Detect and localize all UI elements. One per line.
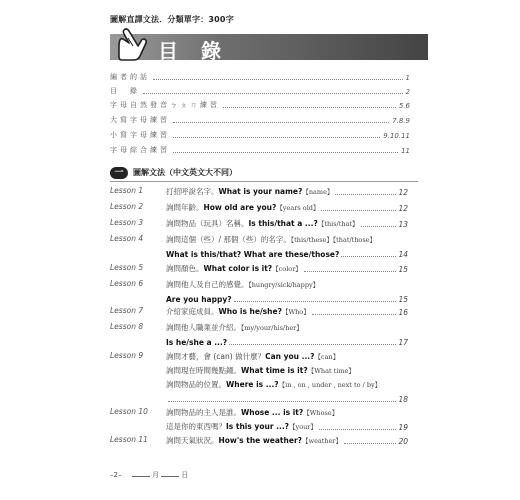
lesson-english: Who is he/she? <box>218 307 282 316</box>
lesson-chinese: 詢問物品（玩具）名稱。 <box>166 219 249 228</box>
page-number: 7.8.9 <box>392 117 410 125</box>
lesson-text <box>166 186 333 197</box>
page-number: 5.6 <box>398 102 410 110</box>
lesson-keyword: 【name】 <box>302 188 334 196</box>
page-number: 11 <box>401 147 410 155</box>
lesson-english: What color is it? <box>203 264 273 273</box>
lesson-label: Lesson 2 <box>110 202 144 211</box>
dot-leader <box>335 194 396 195</box>
lesson-line <box>166 279 408 290</box>
lesson-chinese: 詢問物品的位置。 <box>166 380 226 389</box>
front-matter-row <box>110 84 410 96</box>
lesson-line <box>166 248 408 259</box>
page-number: 9.10.11 <box>383 132 410 140</box>
dot-leader <box>319 429 397 430</box>
lesson-chinese: 介紹家庭成員。 <box>166 307 219 316</box>
front-matter-label: 編者的話 <box>110 73 150 81</box>
lesson-label: Lesson 6 <box>110 279 144 288</box>
page-number: 19 <box>398 423 408 432</box>
lesson-line <box>166 351 408 362</box>
front-matter-row <box>110 98 410 110</box>
dot-leader <box>173 122 389 123</box>
dot-leader <box>173 152 398 153</box>
lesson-line <box>166 218 408 229</box>
lesson-label: Lesson 7 <box>110 306 144 315</box>
lesson-keyword: 【this/that】 <box>317 220 359 228</box>
lesson-line <box>166 263 408 274</box>
lesson-line <box>166 393 408 404</box>
lesson-label: Lesson 1 <box>110 186 144 195</box>
lesson-text <box>166 351 339 362</box>
front-matter-label: 字母綜合練習 <box>110 146 170 154</box>
lesson-label: Lesson 8 <box>110 322 144 331</box>
lesson-line <box>166 186 408 197</box>
lesson-chinese: 詢問他人及自己的感覺。 <box>166 280 249 289</box>
dot-leader <box>341 256 396 257</box>
dot-leader <box>304 271 397 272</box>
dot-leader <box>361 226 397 227</box>
lesson-label: Lesson 3 <box>110 218 144 227</box>
lesson-english: Can you ...? <box>265 352 315 361</box>
pointing-hand-icon <box>116 26 150 62</box>
dot-leader <box>344 443 396 444</box>
footer-page-number: –2– <box>110 471 122 479</box>
lesson-line <box>166 379 408 390</box>
dot-leader <box>173 137 380 138</box>
lesson-line <box>166 365 408 376</box>
lesson-keyword: 【this/these】【that/those】 <box>290 236 377 244</box>
page-number: 16 <box>398 308 408 317</box>
dot-leader <box>168 401 396 402</box>
lesson-text <box>166 218 359 229</box>
section-divider <box>110 181 418 182</box>
lesson-chinese: 詢問物品的主人是誰。 <box>166 408 241 417</box>
lesson-english: What time is it? <box>241 366 308 375</box>
book-title: 圖解直譯文法．分類單字：300字 <box>110 15 234 24</box>
page-number: 20 <box>398 437 408 446</box>
front-matter-label: 字母自然發音ㄅㄆㄇ練習 <box>110 101 220 109</box>
lesson-english: How old are you? <box>203 203 277 212</box>
lesson-english: Is this/that a ...? <box>248 219 318 228</box>
page-number: 15 <box>398 295 408 304</box>
front-matter-label: 大寫字母練習 <box>110 116 170 124</box>
lesson-english: What is your name? <box>218 187 303 196</box>
page-number: 15 <box>398 265 408 274</box>
lesson-text <box>166 338 227 347</box>
lesson-line <box>166 306 408 317</box>
page-number: 12 <box>398 204 408 213</box>
lesson-label: Lesson 9 <box>110 351 144 360</box>
lesson-english: What is this/that? What are these/those? <box>166 250 340 259</box>
lesson-keyword: 【What time】 <box>307 367 355 375</box>
dot-leader <box>234 301 397 302</box>
lesson-english: Where is ...? <box>226 380 279 389</box>
lesson-text <box>166 322 303 333</box>
lesson-line <box>166 407 408 418</box>
page-number: 12 <box>398 188 408 197</box>
lesson-chinese: 詢問天氣狀況。 <box>166 436 219 445</box>
lesson-chinese: 這是你的東西嗎？ <box>166 422 226 431</box>
lesson-line <box>166 435 408 446</box>
lesson-keyword: 【your】 <box>289 423 317 431</box>
lesson-keyword: 【hungry/sick/happy】 <box>248 281 320 289</box>
front-matter-row <box>110 70 410 82</box>
lesson-text <box>166 250 339 259</box>
dot-leader <box>143 93 403 94</box>
lesson-line <box>166 293 408 304</box>
lesson-chinese: 詢問現在時間幾點鐘。 <box>166 366 241 375</box>
lesson-keyword: 【Whose】 <box>303 409 339 417</box>
lesson-label: Lesson 5 <box>110 263 144 272</box>
lesson-line <box>166 202 408 213</box>
lesson-chinese: 詢問才藝，會 (can) 做什麼？ <box>166 352 266 361</box>
front-matter-row <box>110 143 410 155</box>
front-matter-label: 目 錄 <box>110 87 140 95</box>
dot-leader <box>321 210 396 211</box>
page-number: 14 <box>398 250 408 259</box>
lesson-text <box>166 435 342 446</box>
lesson-english: How's the weather? <box>218 436 302 445</box>
lesson-chinese: 打招呼說名字。 <box>166 187 219 196</box>
lesson-text <box>166 279 319 290</box>
lesson-text <box>166 234 376 245</box>
lesson-label: Lesson 11 <box>110 435 148 444</box>
footer-month-label: 月 <box>151 471 159 479</box>
lesson-line <box>166 421 408 432</box>
dot-leader <box>153 79 403 80</box>
dot-leader <box>223 107 396 108</box>
lesson-text <box>166 421 317 432</box>
lesson-keyword: 【in , on , under , next to / by】 <box>278 381 382 389</box>
lesson-line <box>166 234 408 245</box>
lesson-english: Are you happy? <box>166 295 232 304</box>
lesson-text <box>166 365 355 376</box>
lesson-keyword: 【weather】 <box>302 437 343 445</box>
lesson-english: Is he/she a ...? <box>166 338 228 347</box>
lesson-chinese: 詢問他人職業並介紹。 <box>166 323 241 332</box>
lesson-text <box>166 202 319 213</box>
dot-leader <box>312 314 397 315</box>
section-heading <box>110 166 237 179</box>
lesson-text <box>166 263 302 274</box>
lesson-text <box>166 379 381 390</box>
front-matter-row <box>110 113 410 125</box>
lesson-line <box>166 336 408 347</box>
lesson-english: Whose ... is it? <box>241 408 304 417</box>
lesson-text <box>166 407 338 418</box>
page-number: 1 <box>405 74 410 82</box>
lesson-chinese: 詢問這個（些）/ 那個（些）的名字。 <box>166 235 291 244</box>
lesson-text <box>166 295 232 304</box>
lesson-keyword: 【can】 <box>314 353 340 361</box>
lesson-keyword: 【Who】 <box>281 308 310 316</box>
lesson-keyword: 【color】 <box>272 265 302 273</box>
page-number: 18 <box>398 395 408 404</box>
lesson-keyword: 【years old】 <box>276 204 320 212</box>
front-matter-label: 小寫字母練習 <box>110 131 170 139</box>
lesson-line <box>166 322 408 333</box>
lesson-chinese: 詢問年齡。 <box>166 203 204 212</box>
lesson-text <box>166 306 310 317</box>
page-footer <box>110 470 188 480</box>
lesson-keyword: 【my/your/his/her】 <box>241 324 303 332</box>
page-number: 2 <box>405 88 410 96</box>
footer-day-label: 日 <box>181 471 189 479</box>
page-number: 13 <box>398 220 408 229</box>
lesson-chinese: 詢問顏色。 <box>166 264 204 273</box>
page-number: 17 <box>398 338 408 347</box>
section-title: 圖解文法（中文英文大不同） <box>133 168 237 177</box>
lesson-english: Is this your ...? <box>226 422 290 431</box>
page-title: 目 錄 <box>158 39 229 63</box>
dot-leader <box>229 344 396 345</box>
front-matter-row <box>110 128 410 140</box>
section-badge: 一 <box>110 167 128 179</box>
lesson-label: Lesson 4 <box>110 234 144 243</box>
lesson-label: Lesson 10 <box>110 407 148 416</box>
